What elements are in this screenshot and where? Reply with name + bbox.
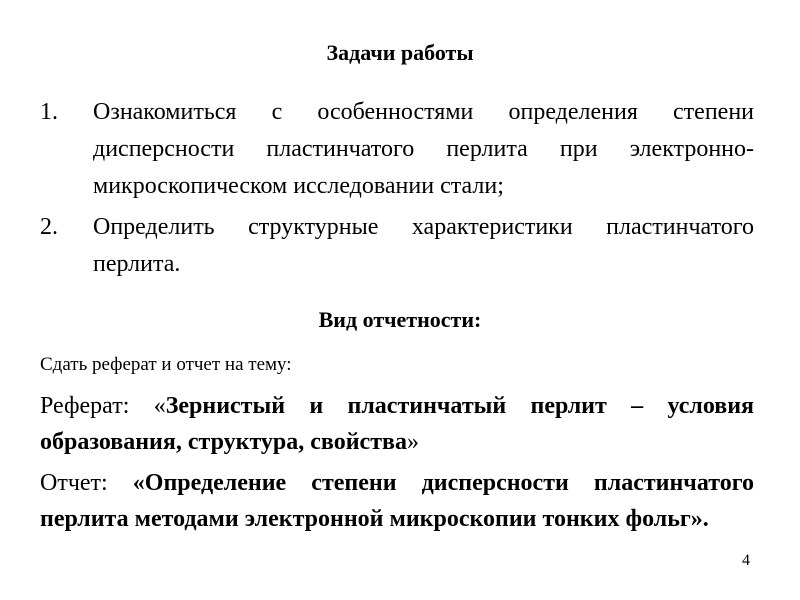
- otchet-paragraph: [40, 465, 754, 537]
- list-item: [40, 94, 754, 205]
- list-item-number: 2.: [40, 214, 58, 240]
- reporting-heading: Вид отчетности:: [318, 307, 482, 332]
- submission-note: Сдать реферат и отчет на тему:: [40, 354, 292, 375]
- list-item: [40, 209, 754, 283]
- list-item-text: Определить структурные характеристики пластинчатого перлита.: [93, 214, 754, 277]
- tasks-list: [40, 94, 754, 283]
- otchet-topic: «Определение степени дисперсности пластинчатого перлита методами электронной микроскопии тонких фольг».: [40, 470, 754, 532]
- list-item-number: 1.: [40, 99, 58, 125]
- report-topic: Зернистый и пластинчатый перлит – условия образования, структура, свойства: [40, 393, 755, 455]
- tasks-heading: Задачи работы: [326, 40, 474, 65]
- report-label: Реферат: «: [40, 393, 166, 419]
- list-item-text: Ознакомиться с особенностями определения степени дисперсности пластинчатого перлита при электронно-микроскопическом исследовании стали;: [93, 99, 754, 199]
- report-closing-quote: »: [406, 429, 419, 455]
- otchet-label: Отчет:: [40, 470, 133, 496]
- page-number: 4: [742, 552, 750, 569]
- report-paragraph: [40, 388, 754, 460]
